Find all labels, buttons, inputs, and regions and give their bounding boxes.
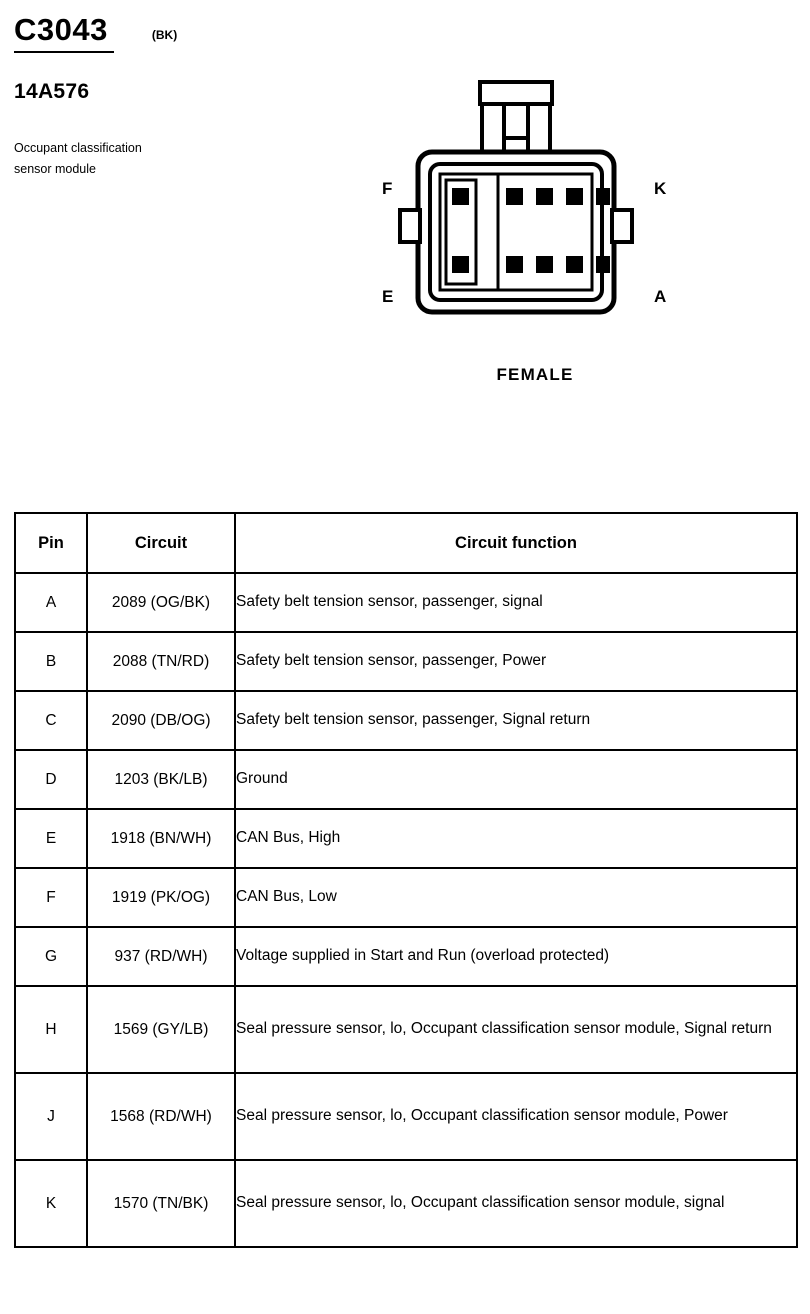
- pin-label-top-right: K: [654, 179, 667, 198]
- connector-id-row: [14, 14, 354, 45]
- cell-circuit: 1569 (GY/LB): [87, 986, 235, 1073]
- cell-function: Seal pressure sensor, lo, Occupant classification sensor module, signal: [235, 1160, 797, 1247]
- cell-function: CAN Bus, High: [235, 809, 797, 868]
- table-row: [15, 750, 797, 809]
- connector-latch: [480, 82, 552, 152]
- connector-id: C3043: [14, 12, 108, 47]
- table-row: [15, 986, 797, 1073]
- cell-circuit: 1570 (TN/BK): [87, 1160, 235, 1247]
- cell-circuit: 2088 (TN/RD): [87, 632, 235, 691]
- connector-header: [14, 14, 354, 179]
- column-header-circuit-function: Circuit function: [235, 513, 797, 573]
- cell-pin: A: [15, 573, 87, 632]
- pin-label-top-left: F: [382, 179, 393, 198]
- cell-circuit: 2090 (DB/OG): [87, 691, 235, 750]
- cell-function: Safety belt tension sensor, passenger, signal: [235, 573, 797, 632]
- cell-pin: J: [15, 1073, 87, 1160]
- connector-left-key: [400, 210, 420, 242]
- cell-circuit: 1568 (RD/WH): [87, 1073, 235, 1160]
- table-row: [15, 868, 797, 927]
- connector-right-key: [612, 210, 632, 242]
- table-header-row: [15, 513, 797, 573]
- table-row: [15, 809, 797, 868]
- cell-function: Ground: [235, 750, 797, 809]
- cell-pin: B: [15, 632, 87, 691]
- cell-function: Seal pressure sensor, lo, Occupant classification sensor module, Power: [235, 1073, 797, 1160]
- cell-circuit: 1919 (PK/OG): [87, 868, 235, 927]
- table-row: [15, 1160, 797, 1247]
- cell-function: Voltage supplied in Start and Run (overload protected): [235, 927, 797, 986]
- connector-svg: [370, 60, 700, 400]
- part-number: 14A576: [14, 80, 90, 103]
- cell-function: Safety belt tension sensor, passenger, Power: [235, 632, 797, 691]
- cell-pin: D: [15, 750, 87, 809]
- table-row: [15, 1073, 797, 1160]
- cell-function: Seal pressure sensor, lo, Occupant classification sensor module, Signal return: [235, 986, 797, 1073]
- cell-pin: K: [15, 1160, 87, 1247]
- table-row: [15, 632, 797, 691]
- cell-pin: E: [15, 809, 87, 868]
- cell-function: Safety belt tension sensor, passenger, Signal return: [235, 691, 797, 750]
- connector-color-code: (BK): [151, 28, 178, 42]
- cell-pin: F: [15, 868, 87, 927]
- cell-pin: H: [15, 986, 87, 1073]
- pin-table-body: [15, 573, 797, 1247]
- cell-pin: C: [15, 691, 87, 750]
- cell-pin: G: [15, 927, 87, 986]
- table-row: [15, 573, 797, 632]
- connector-id-underline: [14, 51, 114, 53]
- cell-circuit: 1203 (BK/LB): [87, 750, 235, 809]
- column-header-circuit: Circuit: [87, 513, 235, 573]
- pin-table-head: [15, 513, 797, 573]
- column-header-pin: Pin: [15, 513, 87, 573]
- pin-label-bottom-left: E: [382, 287, 394, 306]
- pin-label-bottom-right: A: [654, 287, 667, 306]
- table-row: [15, 927, 797, 986]
- pin-table: [14, 512, 798, 1248]
- cell-circuit: 1918 (BN/WH): [87, 809, 235, 868]
- connector-gender-label: FEMALE: [496, 365, 574, 384]
- cell-circuit: 937 (RD/WH): [87, 927, 235, 986]
- cell-function: CAN Bus, Low: [235, 868, 797, 927]
- connector-diagram: [370, 60, 700, 400]
- cell-circuit: 2089 (OG/BK): [87, 573, 235, 632]
- connector-description: Occupant classification sensor module: [14, 141, 142, 176]
- table-row: [15, 691, 797, 750]
